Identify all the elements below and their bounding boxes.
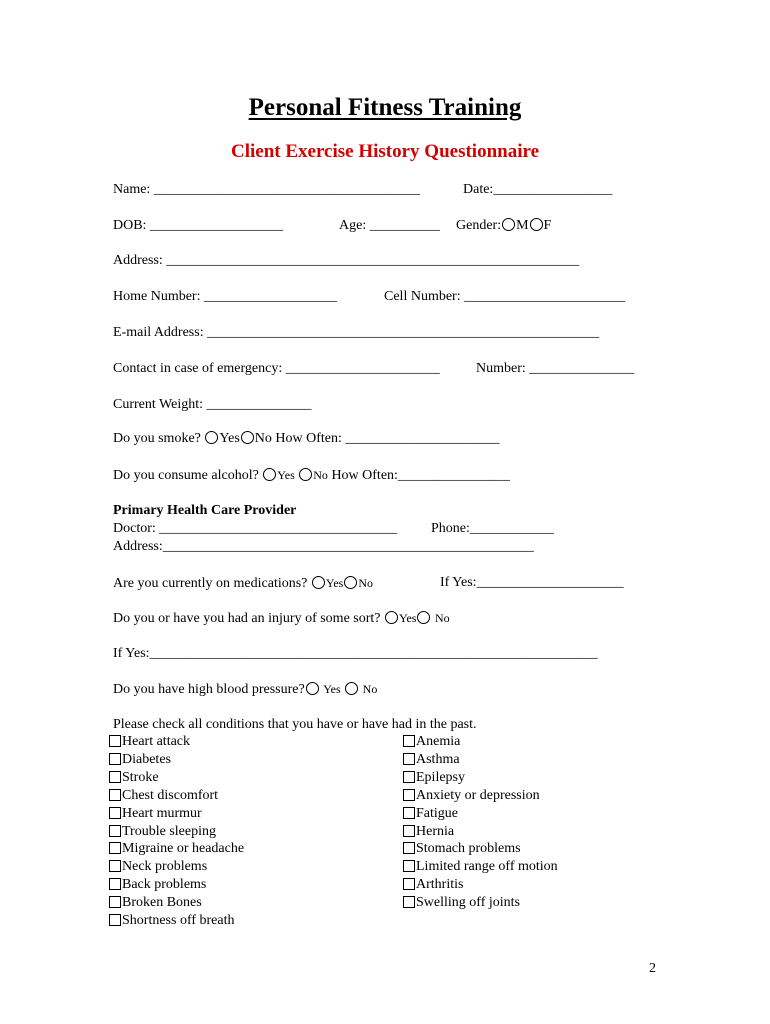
doctor-field[interactable]: Doctor: __________________________________ — [113, 521, 398, 536]
condition-item — [403, 769, 558, 787]
condition-checkbox[interactable] — [403, 753, 415, 765]
condition-label: Hernia — [416, 823, 455, 839]
bp-question: Do you have high blood pressure? — [113, 682, 305, 697]
dob-field[interactable]: DOB: ___________________ — [113, 218, 283, 233]
condition-label: Swelling off joints — [416, 895, 520, 911]
emergency-number-field[interactable]: Number: _______________ — [476, 361, 635, 376]
provider-heading: Primary Health Care Provider — [113, 503, 297, 518]
meds-no-radio[interactable] — [344, 576, 357, 589]
condition-item — [109, 769, 244, 787]
condition-label: Limited range off motion — [416, 859, 558, 875]
condition-item — [403, 823, 558, 841]
condition-item — [403, 733, 558, 751]
condition-item — [109, 894, 244, 912]
condition-item — [109, 876, 244, 894]
condition-item — [109, 751, 244, 769]
weight-field[interactable]: Current Weight: _______________ — [113, 397, 312, 412]
smoke-question: Do you smoke? — [113, 431, 201, 446]
alcohol-no-radio[interactable] — [299, 468, 312, 481]
condition-checkbox[interactable] — [109, 753, 121, 765]
alcohol-often-field[interactable]: How Often:________________ — [331, 468, 510, 483]
condition-item — [403, 858, 558, 876]
provider-address-field[interactable]: Address:_____________________________________________________ — [113, 539, 534, 554]
gender-m-label: M — [516, 218, 529, 233]
bp-no-label: No — [362, 682, 378, 696]
condition-item — [109, 805, 244, 823]
condition-checkbox[interactable] — [109, 896, 121, 908]
bp-row — [113, 680, 377, 699]
injury-no-radio[interactable] — [417, 611, 430, 624]
condition-label: Shortness off breath — [122, 913, 235, 929]
smoke-yes-label: Yes — [219, 431, 240, 446]
condition-checkbox[interactable] — [403, 878, 415, 890]
condition-checkbox[interactable] — [109, 789, 121, 801]
alcohol-question: Do you consume alcohol? — [113, 468, 259, 483]
conditions-right-column — [403, 733, 558, 912]
condition-checkbox[interactable] — [109, 914, 121, 926]
injury-yes-label: Yes — [399, 611, 417, 625]
condition-item — [403, 894, 558, 912]
bp-no-radio[interactable] — [345, 682, 358, 695]
injury-row — [113, 609, 450, 628]
gender-group — [456, 217, 551, 235]
condition-label: Stomach problems — [416, 841, 521, 857]
condition-label: Stroke — [122, 769, 159, 785]
injury-no-label: No — [434, 611, 450, 625]
condition-item — [403, 751, 558, 769]
condition-checkbox[interactable] — [109, 860, 121, 872]
condition-checkbox[interactable] — [403, 842, 415, 854]
injury-question: Do you or have you had an injury of some sort? — [113, 611, 381, 626]
bp-yes-radio[interactable] — [306, 682, 319, 695]
condition-checkbox[interactable] — [109, 807, 121, 819]
condition-label: Anemia — [416, 734, 461, 749]
bp-yes-label: Yes — [323, 682, 341, 696]
emergency-contact-field[interactable]: Contact in case of emergency: ______________________ — [113, 361, 440, 376]
condition-item — [403, 787, 558, 805]
condition-label: Arthritis — [416, 877, 464, 893]
gender-f-label: F — [543, 218, 552, 233]
condition-label: Asthma — [416, 751, 460, 767]
injury-yes-radio[interactable] — [385, 611, 398, 624]
page-title: Personal Fitness Training — [248, 94, 522, 121]
condition-checkbox[interactable] — [403, 789, 415, 801]
smoke-no-radio[interactable] — [241, 431, 254, 444]
meds-if-yes-field[interactable]: If Yes:_____________________ — [440, 575, 624, 590]
condition-item — [109, 858, 244, 876]
gender-f-radio[interactable] — [530, 218, 543, 231]
condition-item — [109, 787, 244, 805]
condition-checkbox[interactable] — [109, 825, 121, 837]
condition-label: Heart attack — [122, 734, 191, 749]
condition-checkbox[interactable] — [403, 735, 415, 747]
conditions-left-column — [109, 733, 244, 930]
condition-checkbox[interactable] — [403, 825, 415, 837]
condition-label: Migraine or headache — [122, 841, 245, 857]
condition-checkbox[interactable] — [403, 807, 415, 819]
meds-question: Are you currently on medications? — [113, 576, 308, 591]
condition-label: Epilepsy — [416, 769, 465, 785]
condition-label: Fatigue — [416, 805, 458, 821]
smoke-no-label: No — [254, 431, 272, 446]
cell-number-field[interactable]: Cell Number: _______________________ — [384, 289, 626, 304]
conditions-intro: Please check all conditions that you have or have had in the past. — [113, 717, 477, 732]
phone-field[interactable]: Phone:____________ — [431, 521, 554, 536]
meds-yes-radio[interactable] — [312, 576, 325, 589]
address-field[interactable]: Address: ___________________________________________________________ — [113, 253, 580, 268]
gender-label: Gender: — [456, 218, 502, 233]
page-subtitle: Client Exercise History Questionnaire — [230, 141, 540, 162]
alcohol-yes-radio[interactable] — [263, 468, 276, 481]
condition-label: Broken Bones — [122, 895, 202, 911]
date-field[interactable]: Date:_________________ — [463, 182, 613, 197]
condition-checkbox[interactable] — [403, 860, 415, 872]
smoke-often-field[interactable]: How Often: ______________________ — [275, 431, 500, 446]
injury-if-yes-field[interactable]: If Yes:________________________________________________________________ — [113, 646, 598, 661]
condition-checkbox[interactable] — [109, 771, 121, 783]
alcohol-row — [113, 466, 510, 485]
email-field[interactable]: E-mail Address: ________________________________________________________ — [113, 325, 600, 340]
condition-item — [109, 840, 244, 858]
meds-row — [113, 574, 373, 593]
condition-item — [403, 840, 558, 858]
meds-no-label: No — [358, 576, 374, 590]
condition-label: Diabetes — [122, 751, 171, 767]
name-field[interactable]: Name: ______________________________________ — [113, 182, 420, 197]
alcohol-no-label: No — [313, 468, 328, 482]
gender-m-radio[interactable] — [502, 218, 515, 231]
condition-label: Back problems — [122, 877, 207, 893]
condition-item — [403, 805, 558, 823]
condition-item — [403, 876, 558, 894]
condition-checkbox[interactable] — [109, 842, 121, 854]
meds-yes-label: Yes — [325, 576, 344, 590]
smoke-row — [113, 430, 499, 448]
condition-label: Anxiety or depression — [416, 787, 540, 803]
condition-checkbox[interactable] — [109, 735, 121, 747]
smoke-yes-radio[interactable] — [205, 431, 218, 444]
condition-checkbox[interactable] — [109, 878, 121, 890]
condition-label: Chest discomfort — [122, 787, 219, 803]
condition-checkbox[interactable] — [403, 771, 415, 783]
alcohol-yes-label: Yes — [277, 468, 295, 482]
age-field[interactable]: Age: __________ — [339, 218, 440, 233]
condition-checkbox[interactable] — [403, 896, 415, 908]
condition-item — [109, 912, 244, 930]
condition-label: Heart murmur — [122, 805, 202, 821]
condition-item — [109, 823, 244, 841]
home-number-field[interactable]: Home Number: ___________________ — [113, 289, 337, 304]
condition-label: Neck problems — [122, 859, 208, 875]
condition-label: Trouble sleeping — [122, 823, 216, 839]
page-number: 2 — [649, 961, 656, 976]
condition-item — [109, 733, 244, 751]
